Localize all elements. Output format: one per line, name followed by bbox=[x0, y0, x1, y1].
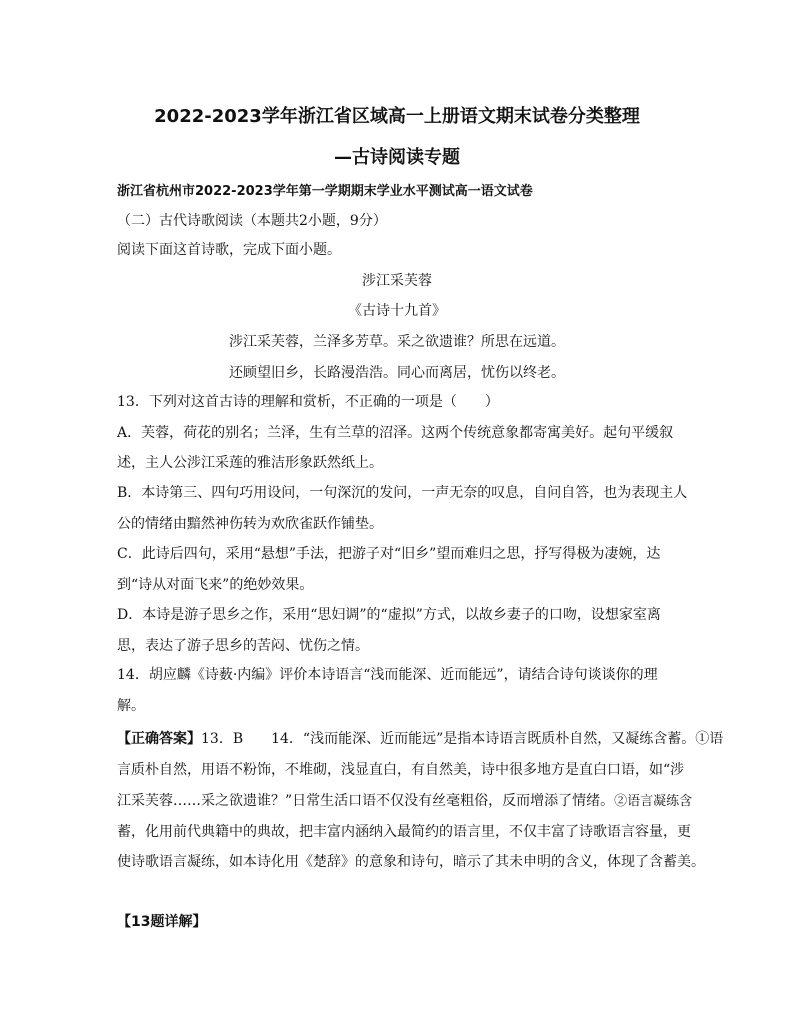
option-c-line-2: 到“诗从对面飞来”的绝妙效果。 bbox=[117, 577, 314, 593]
detail-heading: 【13题详解】 bbox=[117, 914, 207, 930]
poem-line-1: 涉江采芙蓉，兰泽多芳草。采之欲遗谁？所思在远道。 bbox=[229, 334, 565, 350]
poem-source: 《古诗十九首》 bbox=[348, 303, 446, 319]
answer-line-4: 蓄，化用前代典籍中的典故，把丰富内涵纳入最简约的语言里，不仅丰富了诗歌语言容量，更 bbox=[117, 824, 691, 840]
section-heading: （二）古代诗歌阅读（本题共2小题，9分） bbox=[117, 213, 387, 229]
answer-line-1 bbox=[117, 729, 723, 749]
answer-label: 【正确答案】 bbox=[117, 731, 201, 747]
instruction-text: 阅读下面这首诗歌，完成下面小题。 bbox=[117, 242, 341, 258]
option-b-line-1: B．本诗第三、四句巧用设问，一句深沉的发问，一声无奈的叹息，自问自答，也为表现主人 bbox=[117, 485, 688, 501]
poem-title: 涉江采芙蓉 bbox=[362, 273, 432, 289]
answer-line-3 bbox=[117, 791, 692, 812]
option-d-line-2: 思，表达了游子思乡的苦闷、忧伤之情。 bbox=[117, 638, 369, 654]
exam-source: 浙江省杭州市2022-2023学年第一学期期末学业水平测试高一语文试卷 bbox=[117, 184, 533, 199]
option-d-line-1: D．本诗是游子思乡之作，采用“思妇调”的“虚拟”方式，以故乡妻子的口吻，设想家室离 bbox=[117, 607, 661, 623]
document-title: 2022-2023学年浙江省区域高一上册语文期末试卷分类整理 bbox=[154, 106, 640, 127]
document-subtitle: —古诗阅读专题 bbox=[334, 147, 460, 168]
option-b-line-2: 公的情绪由黯然神伤转为欢欣雀跃作铺垫。 bbox=[117, 516, 383, 532]
poem-line-2: 还顾望旧乡，长路漫浩浩。同心而离居，忧伤以终老。 bbox=[229, 365, 565, 381]
option-a-line-2: 述，主人公涉江采莲的雅洁形象跃然纸上。 bbox=[117, 455, 383, 471]
question-14-stem-line-2: 解。 bbox=[117, 698, 145, 714]
answer-text-3b: ②语言凝练含 bbox=[614, 794, 693, 809]
question-14-stem-line-1: 14．胡应麟《诗薮·内编》评价本诗语言“浅而能深、近而能远”，请结合诗句谈谈你的理 bbox=[117, 667, 658, 683]
option-a-line-1: A．芙蓉，荷花的别名；兰泽，生有兰草的沼泽。这两个传统意象都寄寓美好。起句平缓叙 bbox=[117, 425, 674, 441]
answer-line-5: 使诗歌语言凝练，如本诗化用《楚辞》的意象和诗句，暗示了其未申明的含义，体现了含蓄美。 bbox=[117, 854, 705, 870]
answer-line-2: 言质朴自然，用语不粉饰，不堆砌，浅显直白，有自然美，诗中很多地方是直白口语，如“涉 bbox=[117, 762, 685, 778]
option-c-line-1: C．此诗后四句，采用“悬想”手法，把游子对“旧乡”望而难归之思，抒写得极为凄婉，达 bbox=[117, 546, 661, 562]
answer-text-1: 13．B 14．“浅而能深、近而能远”是指本诗语言既质朴自然，又凝练含蓄。①语 bbox=[201, 731, 724, 747]
question-13-stem: 13．下列对这首古诗的理解和赏析，不正确的一项是（ ） bbox=[117, 394, 499, 410]
answer-text-3: 江采芙蓉……采之欲遗谁？”日常生活口语不仅没有丝毫粗俗，反而增添了情绪。 bbox=[117, 793, 615, 809]
